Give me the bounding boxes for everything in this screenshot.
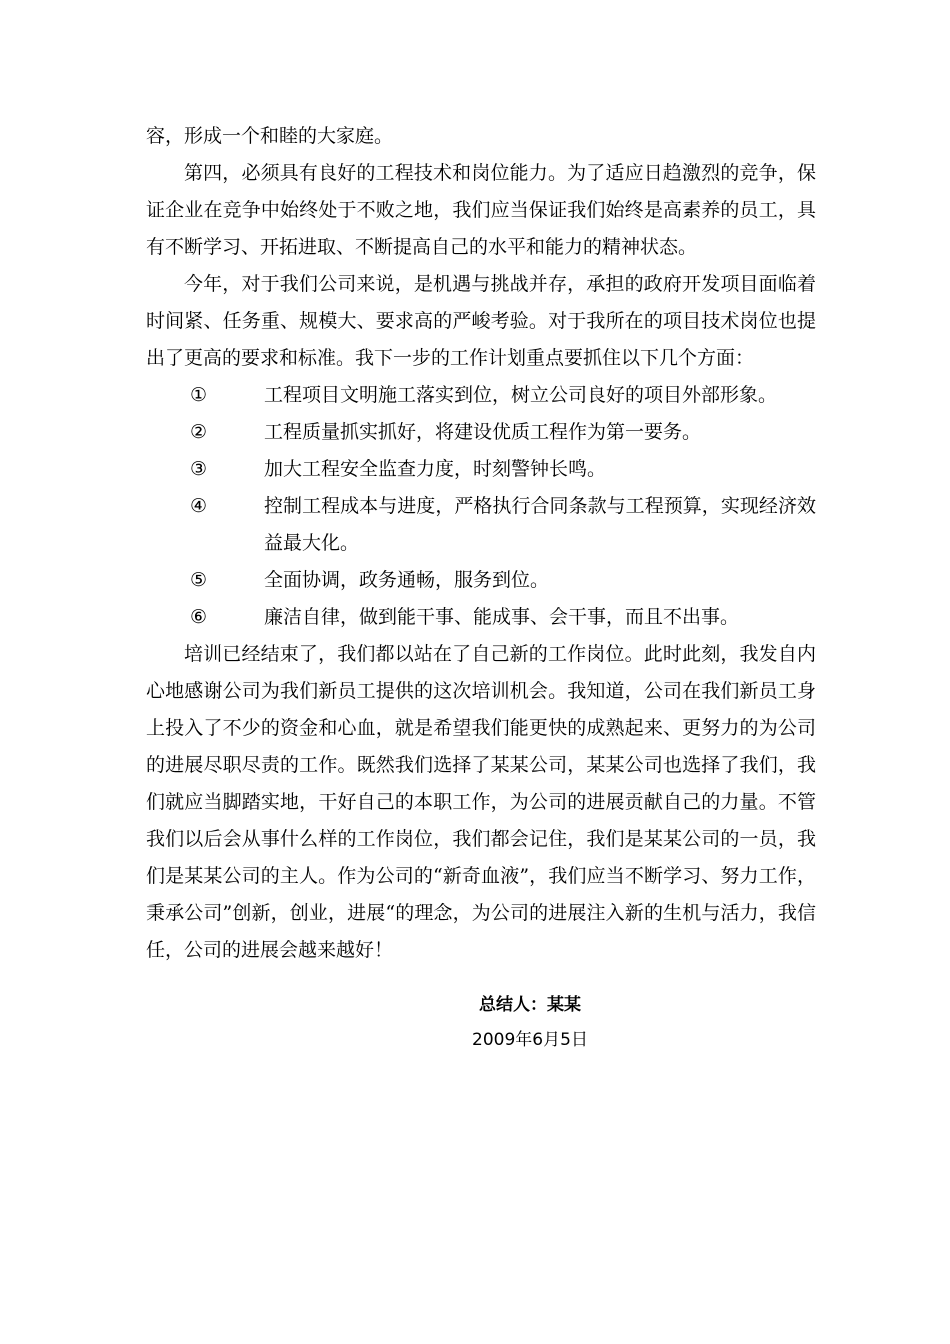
work-plan-list: [146, 377, 816, 636]
paragraph-this-year: 今年，对于我们公司来说，是机遇与挑战并存，承担的政府开发项目面临着时间紧、任务重、规模大、要求高的严峻考验。对于我所在的项目技术岗位也提出了更高的要求和标准。我下一步的工作计划重点要抓住以下几个方面：: [146, 273, 816, 369]
list-item: [146, 562, 816, 599]
list-text: 控制工程成本与进度，严格执行合同条款与工程预算，实现经济效益最大化。: [264, 495, 816, 554]
list-number: ③: [190, 458, 208, 480]
paragraph-training-conclusion: 培训已经结束了，我们都以站在了自己新的工作岗位。此时此刻，我发自内心地感谢公司为我们新员工提供的这次培训机会。我知道，公司在我们新员工身上投入了不少的资金和心血，就是希望我们能更快的成熟起来、更努力的为公司的进展尽职尽责的工作。既然我们选择了某某公司，某某公司也选择了我们，我们就应当脚踏实地，干好自己的本职工作，为公司的进展贡献自己的力量。不管我们以后会从事什么样的工作岗位，我们都会记住，我们是某某公司的一员，我们是某某公司的主人。作为公司的“新奇血液”，我们应当不断学习、努力工作，秉承公司”创新，创业，进展“的理念，为公司的进展注入新的生机与活力，我信任，公司的进展会越来越好！: [146, 643, 816, 961]
list-text: 全面协调，政务通畅，服务到位。: [264, 569, 550, 591]
list-item: [146, 451, 816, 488]
list-text: 工程质量抓实抓好，将建设优质工程作为第一要务。: [264, 421, 702, 443]
body-text: [146, 118, 816, 969]
date-line: 2009年6月5日: [472, 1030, 588, 1050]
list-text: 加大工程安全监查力度，时刻警钟长鸣。: [264, 458, 607, 480]
list-item: [146, 599, 816, 636]
list-number: ⑤: [190, 569, 208, 591]
list-text: 廉洁自律，做到能干事、能成事、会干事，而且不出事。: [264, 606, 740, 628]
list-item: [146, 488, 816, 562]
signature-line: 总结人：某某: [479, 995, 581, 1015]
paragraph-continuation: 容，形成一个和睦的大家庭。: [146, 125, 394, 147]
list-number: ④: [190, 495, 208, 517]
list-item: [146, 377, 816, 414]
paragraph-fourth-point: 第四，必须具有良好的工程技术和岗位能力。为了适应日趋激烈的竞争，保证企业在竞争中始终处于不败之地，我们应当保证我们始终是高素养的员工，具有不断学习、开拓进取、不断提高自己的水平和能力的精神状态。: [146, 162, 816, 258]
list-number: ②: [190, 421, 208, 443]
list-item: [146, 414, 816, 451]
list-number: ①: [190, 384, 208, 406]
list-text: 工程项目文明施工落实到位，树立公司良好的项目外部形象。: [264, 384, 778, 406]
list-number: ⑥: [190, 606, 208, 628]
